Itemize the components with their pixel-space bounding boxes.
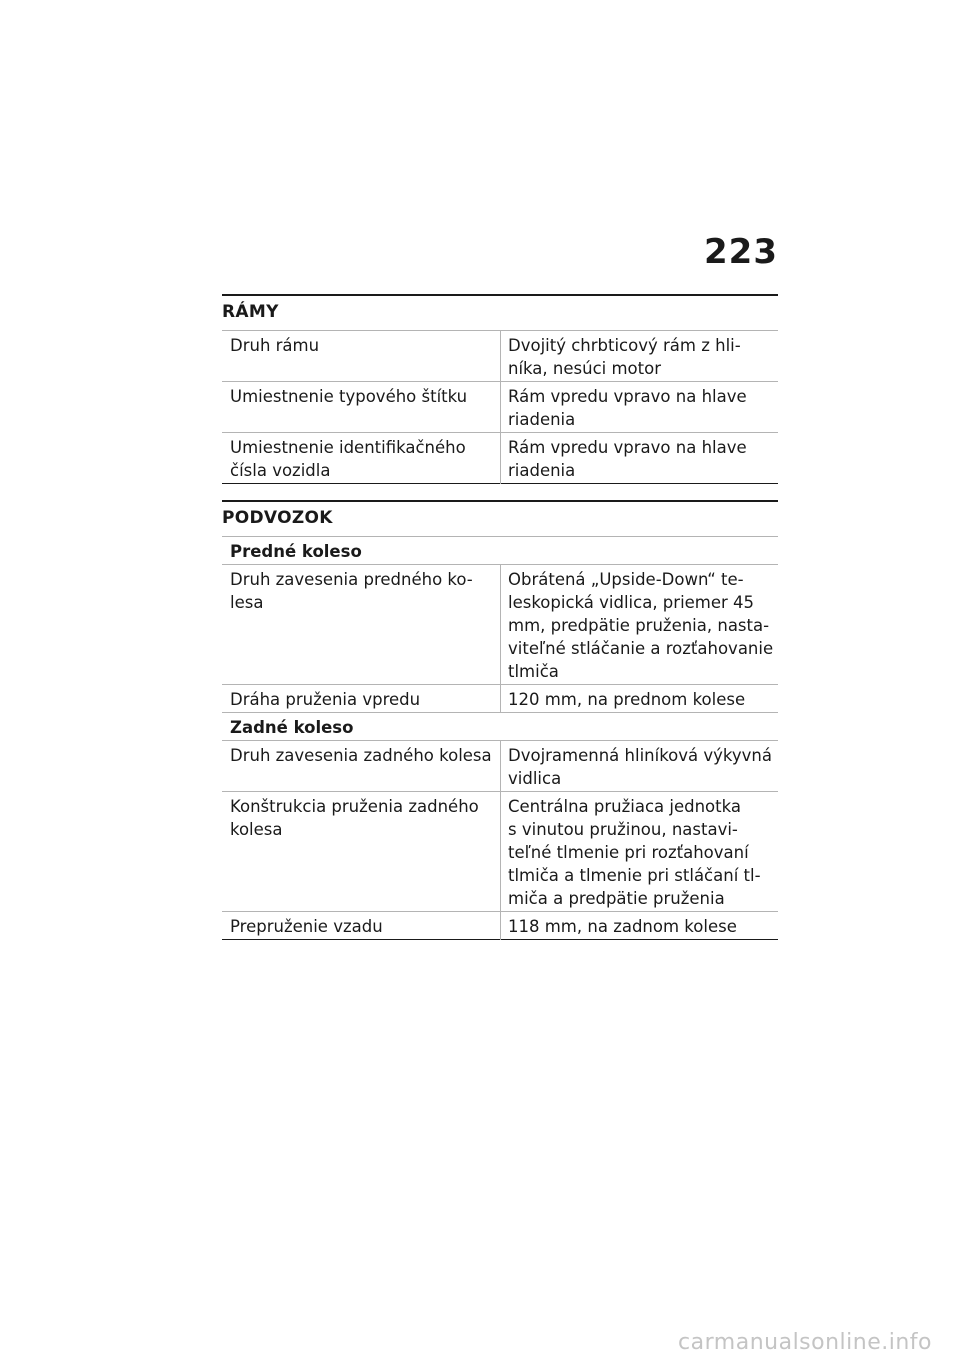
row-label: Druh zavesenia predného ko- lesa — [230, 570, 473, 612]
row-label: Dráha pruženia vpredu — [230, 690, 421, 709]
spec-table-podvozok — [222, 536, 778, 940]
table-row — [222, 433, 778, 484]
subsection-row — [222, 713, 778, 741]
table-row — [222, 685, 778, 713]
table-row — [222, 565, 778, 685]
row-value: Rám vpredu vpravo na hlave riadenia — [501, 382, 779, 433]
table-row — [222, 741, 778, 792]
row-value: Dvojitý chrbticový rám z hli- níka, nesúci motor — [501, 331, 779, 382]
subsection-title-zadne: Zadné koleso — [230, 718, 354, 737]
table-row — [222, 382, 778, 433]
table-row — [222, 912, 778, 940]
section-title-ramy: RÁMY — [222, 294, 778, 330]
section-title-podvozok: PODVOZOK — [222, 500, 778, 536]
row-label: Umiestnenie identifikačného čísla vozidla — [230, 438, 466, 480]
row-label: Prepruženie vzadu — [230, 917, 383, 936]
row-value: Rám vpredu vpravo na hlave riadenia — [501, 433, 779, 484]
spec-content — [222, 294, 778, 940]
page-number: 223 — [704, 232, 778, 272]
row-label: Umiestnenie typového štítku — [230, 387, 468, 406]
watermark: carmanualsonline.info — [678, 1330, 932, 1355]
row-label: Druh zavesenia zadného kolesa — [230, 746, 492, 765]
row-value: Dvojramenná hliníková výkyvná vidlica — [501, 741, 779, 792]
row-value: Centrálna pružiaca jednotka s vinutou pružinou, nastavi- teľné tlmenie pri rozťahovaní tlmiča a tlmenie pri stláčaní tl- miča a predpätie pruženia — [501, 792, 779, 912]
subsection-row — [222, 537, 778, 565]
row-value: 120 mm, na prednom kolese — [501, 685, 779, 713]
subsection-title-predne: Predné koleso — [230, 542, 362, 561]
row-label: Druh rámu — [230, 336, 320, 355]
row-value: Obrátená „Upside-Down“ te- leskopická vidlica, priemer 45 mm, predpätie pruženia, nasta- viteľné stláčanie a rozťahovanie tlmiča — [501, 565, 779, 685]
row-label: Konštrukcia pruženia zadného kolesa — [230, 797, 479, 839]
row-value: 118 mm, na zadnom kolese — [501, 912, 779, 940]
table-row — [222, 792, 778, 912]
table-row — [222, 331, 778, 382]
spec-table-ramy — [222, 330, 778, 484]
